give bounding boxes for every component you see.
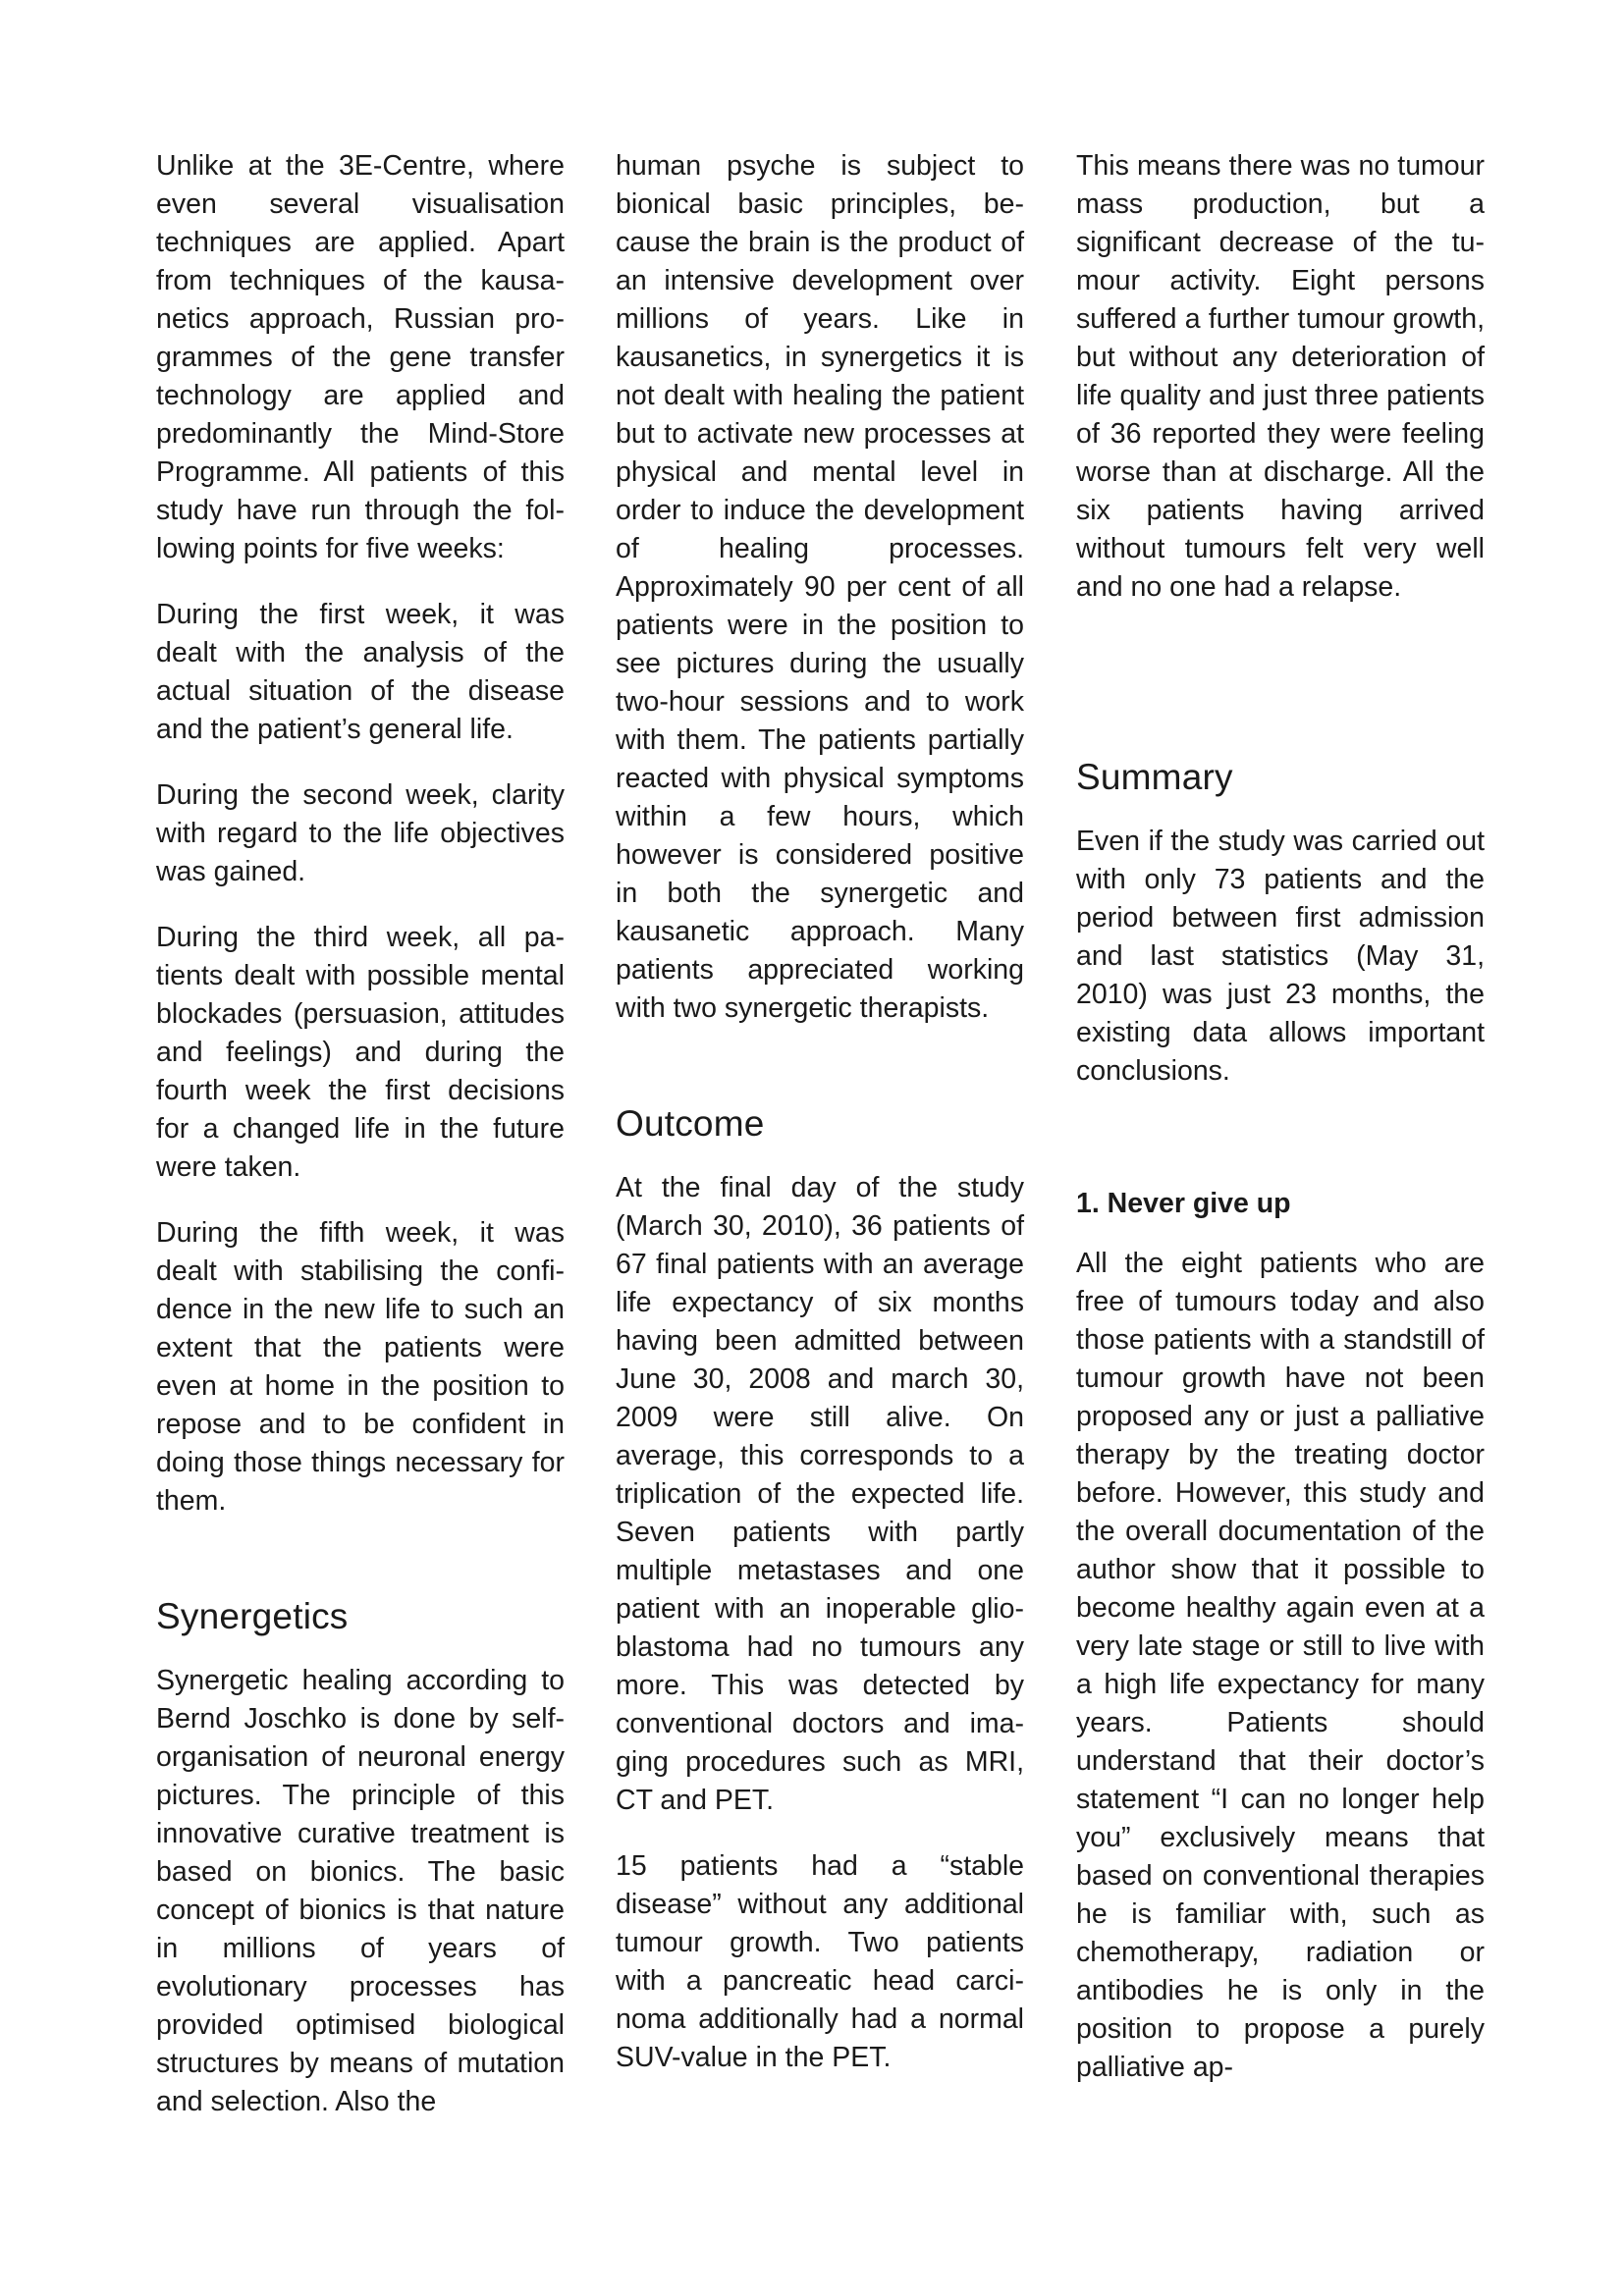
paragraph: Even if the study was carried out with only 73 patients and the period between first admission and last statistics (May 31, 2010) was just 23 months, the existing data allows important conclusions. — [1076, 826, 1485, 1087]
section-heading-outcome: Outcome — [616, 1103, 765, 1144]
paragraph: During the second week, clarity with regard to the life objectives was gained. — [156, 779, 565, 887]
section-heading-summary: Summary — [1076, 757, 1233, 797]
paragraph: This means there was no tumour mass production, but a significant decrease of the tumour activity. Eight persons suffered a further tumour growth, but without any deterioration of life quality and just three patients of 36 reported they were feeling worse than at discharge. All the six patients having arrived without tumours felt very well and no one had a relapse. — [1076, 150, 1485, 603]
paragraph: All the eight patients who are free of tumours today and also those patients with a standstill of tumour growth have not been proposed any or just a palliative therapy by the treating doctor before. However, this study and the overall documentation of the author show that it possible to become healthy again even at a very late stage or still to live with a high life expectancy for many years. Patients should understand that their doctor’s statement “I can no longer help you” exclusively means that based on conventional therapies he is familiar with, such as chemotherapy, radiation or antibodies he is only in the position to propose a purely palliative ap- — [1076, 1248, 1485, 2083]
paragraph: During the fifth week, it was dealt with stabilising the confidence in the new life to such an extent that the patients were even at home in the position to repose and to be confident in doing those things necessary for them. — [156, 1217, 565, 1517]
column-left — [156, 147, 565, 2121]
paragraph: At the final day of the study (March 30, 2010), 36 patients of 67 final patients with an average life expectancy of six months having been admitted between June 30, 2008 and march 30, 2009 were still alive. On average, this corresponds to a triplication of the expected life. Seven patients with partly multiple metastases and one patient with an inoperable glioblastoma had no tumours any more. This was detected by conventional doctors and imaging procedures such as MRI, CT and PET. — [616, 1172, 1024, 1816]
section-heading-synergetics: Synergetics — [156, 1596, 349, 1636]
column-right — [1076, 147, 1485, 2087]
paragraph: human psyche is subject to bionical basic principles, because the brain is the product of an intensive development over millions of years. Like in kausanetics, in synergetics it is not dealt with healing the patient but to activate new processes at physical and mental level in order to induce the development of healing processes. Approximately 90 per cent of all patients were in the position to see pictures during the usually two-hour sessions and to work with them. The patients partially reacted with physical symptoms within a few hours, which however is considered positive in both the synergetic and kausanetic approach. Many patients appreciated working with two synergetic therapists. — [616, 150, 1024, 1024]
column-middle — [616, 147, 1024, 2077]
paragraph: Unlike at the 3E-Centre, where even several visualisation techniques are applied. Apart from techniques of the kausanetics approach, Russian programmes of the gene transfer technology are applied and predominantly the Mind-Store Programme. All patients of this study have run through the following points for five weeks: — [156, 150, 565, 564]
paragraph: Synergetic healing according to Bernd Joschko is done by self-organisation of neuronal energy pictures. The principle of this innovative curative treatment is based on bionics. The basic concept of bionics is that nature in millions of years of evolutionary processes has provided optimised biological structures by means of mutation and selection. Also the — [156, 1665, 565, 2117]
subheading-never-give-up: 1. Never give up — [1076, 1188, 1291, 1219]
paragraph: During the third week, all patients dealt with possible mental blockades (persuasion, attitudes and feelings) and during the fourth week the first decisions for a changed life in the future were taken. — [156, 922, 565, 1183]
paragraph: 15 patients had a “stable disease” without any additional tumour growth. Two patients with a pancreatic head carcinoma additionally had a normal SUV-value in the PET. — [616, 1850, 1024, 2073]
paragraph: During the first week, it was dealt with the analysis of the actual situation of the disease and the patient’s general life. — [156, 599, 565, 745]
